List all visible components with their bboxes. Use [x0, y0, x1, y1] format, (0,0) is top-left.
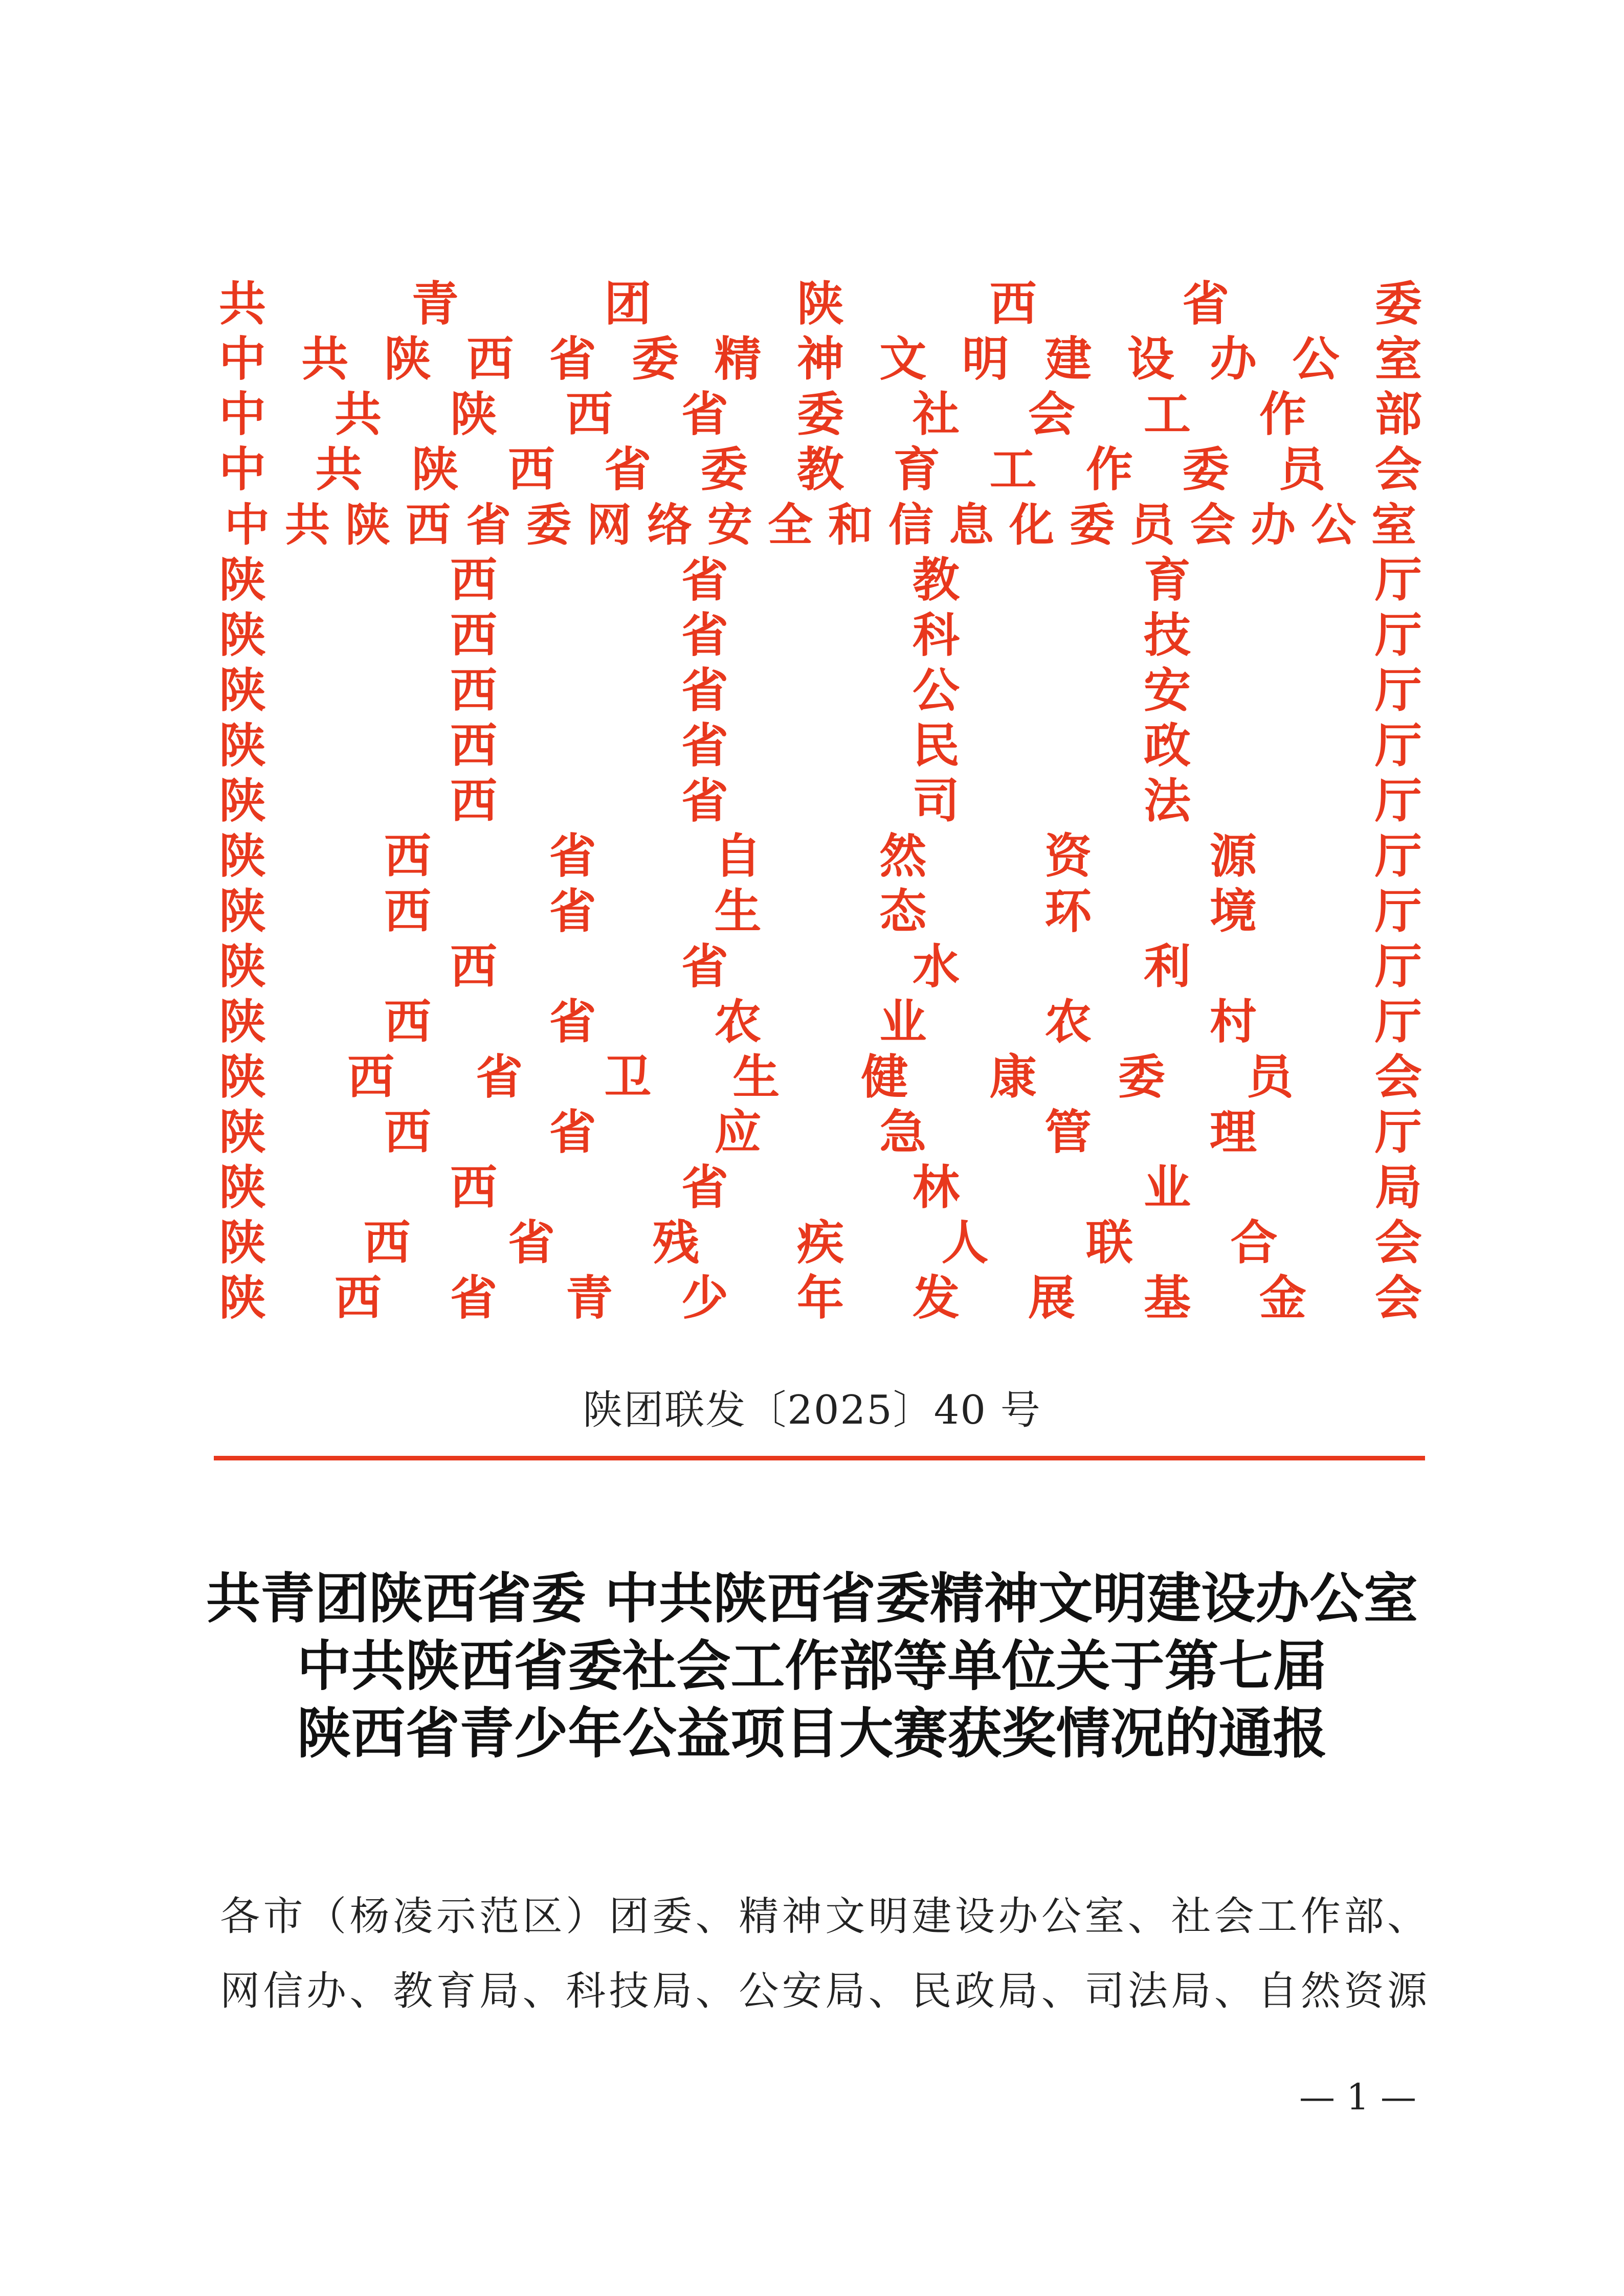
issuer-char: 室 — [1371, 498, 1416, 551]
issuer-char: 西 — [450, 552, 497, 607]
issuer-char: 陕 — [218, 718, 266, 773]
issuer-char: 省 — [476, 1049, 523, 1105]
issuer-char: 委 — [700, 442, 748, 497]
issuer-char: 青 — [411, 276, 459, 331]
issuer-char: 西 — [363, 1215, 411, 1270]
issuer-char: 陕 — [384, 331, 431, 387]
issuer-char: 西 — [450, 663, 497, 718]
issuer-char: 省 — [507, 1215, 555, 1270]
issuer-char: 西 — [405, 498, 451, 551]
issuer-char: 生 — [732, 1049, 780, 1105]
issuer-char: 厅 — [1374, 552, 1422, 607]
issuer-char: 应 — [714, 1105, 762, 1160]
issuer-char: 省 — [549, 1105, 596, 1160]
issuer-char: 西 — [347, 1049, 395, 1105]
issuer-char: 联 — [1085, 1215, 1133, 1270]
issuer-char: 厅 — [1374, 939, 1422, 994]
issuer-char: 陕 — [218, 939, 266, 994]
issuer-char: 教 — [912, 552, 960, 607]
issuer-char: 中 — [218, 442, 266, 497]
issuer-char: 中 — [218, 387, 266, 442]
issuer-char: 西 — [450, 607, 497, 663]
issuer-char: 人 — [941, 1215, 989, 1270]
issuer-char: 厅 — [1374, 1105, 1422, 1160]
issuer-char: 省 — [465, 498, 511, 551]
issuer-char: 民 — [912, 718, 960, 773]
issuer-char: 明 — [962, 331, 1009, 387]
issuer-char: 西 — [565, 387, 613, 442]
body-line: 网信办、教育局、科技局、公安局、民政局、司法局、自然资源 — [220, 1968, 1427, 2014]
issuer-char: 育 — [893, 442, 941, 497]
issuer-char: 展 — [1028, 1270, 1075, 1325]
issuer-char: 理 — [1210, 1105, 1257, 1160]
issuer-char: 省 — [681, 663, 728, 718]
issuer-char: 利 — [1143, 939, 1191, 994]
issuer-char: 西 — [334, 1270, 382, 1325]
issuer-char: 发 — [912, 1270, 960, 1325]
issuer-char: 会 — [1374, 1049, 1422, 1105]
issuer-char: 省 — [604, 442, 652, 497]
title-line: 共青团陕西省委 中共陕西省委精神文明建设办公室 — [206, 1566, 1418, 1630]
issuer-char: 金 — [1259, 1270, 1306, 1325]
issuer-char: 息 — [948, 498, 994, 551]
title-line: 陕西省青少年公益项目大赛获奖情况的通报 — [297, 1701, 1327, 1765]
issuer-char: 厅 — [1374, 828, 1422, 884]
issuer-char: 省 — [549, 331, 596, 387]
issuer-char: 林 — [912, 1160, 960, 1215]
issuer-char: 共 — [334, 387, 382, 442]
issuer-char: 残 — [652, 1215, 700, 1270]
issuer-char: 厅 — [1374, 884, 1422, 939]
issuer-char: 省 — [549, 828, 596, 884]
issuer-char: 建 — [1044, 331, 1092, 387]
issuer-char: 资 — [1044, 828, 1092, 884]
issuer-char: 络 — [647, 498, 692, 551]
issuer-char: 省 — [681, 1160, 728, 1215]
issuer-char: 局 — [1374, 1160, 1422, 1215]
issuer-line — [217, 552, 1424, 607]
issuer-char: 省 — [681, 552, 728, 607]
issuer-line — [217, 884, 1424, 939]
issuer-char: 西 — [466, 331, 514, 387]
issuer-char: 会 — [1190, 498, 1235, 551]
issuer-char: 厅 — [1374, 718, 1422, 773]
issuer-char: 业 — [1143, 1160, 1191, 1215]
issuer-char: 陕 — [218, 884, 266, 939]
issuer-char: 委 — [526, 498, 571, 551]
issuer-char: 省 — [450, 1270, 497, 1325]
issuer-line — [217, 1105, 1424, 1160]
issuer-line — [217, 939, 1424, 994]
issuer-char: 厅 — [1374, 994, 1422, 1049]
issuer-char: 陕 — [218, 773, 266, 828]
issuer-char: 陕 — [218, 1105, 266, 1160]
issuer-char: 省 — [681, 607, 728, 663]
issuer-char: 中 — [224, 498, 270, 551]
issuer-char: 陕 — [218, 552, 266, 607]
issuer-char: 西 — [989, 276, 1037, 331]
issuer-char: 文 — [879, 331, 927, 387]
issuer-char: 政 — [1143, 718, 1191, 773]
issuer-char: 陕 — [218, 1049, 266, 1105]
issuer-char: 共 — [218, 276, 266, 331]
issuer-char: 厅 — [1374, 663, 1422, 718]
issuer-char: 法 — [1143, 773, 1191, 828]
issuer-char: 员 — [1278, 442, 1326, 497]
issuer-char: 公 — [1310, 498, 1356, 551]
issuer-char: 境 — [1210, 884, 1257, 939]
issuer-char: 源 — [1210, 828, 1257, 884]
issuer-char: 陕 — [450, 387, 497, 442]
issuer-line — [217, 1049, 1424, 1105]
issuer-char: 育 — [1143, 552, 1191, 607]
issuer-char: 陕 — [411, 442, 459, 497]
issuer-char: 西 — [507, 442, 555, 497]
issuer-char: 会 — [1374, 1270, 1422, 1325]
issuer-char: 然 — [879, 828, 927, 884]
issuer-char: 省 — [681, 718, 728, 773]
issuer-char: 西 — [450, 773, 497, 828]
issuer-char: 卫 — [604, 1049, 652, 1105]
issuer-char: 安 — [1143, 663, 1191, 718]
issuer-line — [217, 331, 1424, 387]
issuer-line — [217, 718, 1424, 773]
issuer-char: 会 — [1374, 442, 1422, 497]
issuer-char: 共 — [315, 442, 363, 497]
issuer-char: 自 — [714, 828, 762, 884]
body-line: 各市（杨凌示范区）团委、精神文明建设办公室、社会工作部、 — [220, 1894, 1427, 1940]
issuer-char: 西 — [450, 939, 497, 994]
issuer-line — [217, 497, 1424, 552]
issuer-char: 省 — [549, 884, 596, 939]
issuer-char: 业 — [879, 994, 927, 1049]
issuer-line — [217, 663, 1424, 718]
issuer-char: 社 — [912, 387, 960, 442]
issuer-char: 神 — [796, 331, 844, 387]
issuer-char: 生 — [714, 884, 762, 939]
issuer-char: 作 — [1085, 442, 1133, 497]
issuer-line — [217, 442, 1424, 497]
issuer-char: 疾 — [796, 1215, 844, 1270]
issuer-char: 公 — [1292, 331, 1340, 387]
issuer-char: 青 — [565, 1270, 613, 1325]
issuer-char: 陕 — [218, 1270, 266, 1325]
issuer-char: 技 — [1143, 607, 1191, 663]
issuer-char: 设 — [1127, 331, 1174, 387]
issuer-char: 基 — [1143, 1270, 1191, 1325]
addressee-paragraph — [220, 1879, 1427, 2029]
document-title — [0, 1565, 1624, 1767]
issuer-char: 陕 — [218, 663, 266, 718]
issuer-char: 科 — [912, 607, 960, 663]
issuer-char: 态 — [879, 884, 927, 939]
issuer-char: 工 — [1143, 387, 1191, 442]
issuer-char: 省 — [1182, 276, 1230, 331]
issuer-char: 中 — [218, 331, 266, 387]
issuer-char: 西 — [384, 884, 431, 939]
issuer-char: 办 — [1250, 498, 1296, 551]
issuer-char: 室 — [1374, 331, 1422, 387]
issuer-char: 和 — [828, 498, 873, 551]
issuer-char: 省 — [681, 773, 728, 828]
issuer-char: 西 — [384, 994, 431, 1049]
issuer-char: 陕 — [345, 498, 390, 551]
title-line: 中共陕西省委社会工作部等单位关于第七届 — [297, 1634, 1327, 1698]
issuer-char: 健 — [861, 1049, 908, 1105]
issuer-char: 陕 — [796, 276, 844, 331]
issuer-char: 会 — [1374, 1215, 1422, 1270]
issuer-char: 西 — [384, 1105, 431, 1160]
issuer-char: 网 — [586, 498, 632, 551]
issuer-char: 委 — [1374, 276, 1422, 331]
issuer-char: 年 — [796, 1270, 844, 1325]
issuer-line — [217, 773, 1424, 828]
issuer-char: 陕 — [218, 1215, 266, 1270]
issuer-char: 水 — [912, 939, 960, 994]
issuer-char: 化 — [1009, 498, 1054, 551]
issuer-char: 农 — [1044, 994, 1092, 1049]
issuer-char: 办 — [1210, 331, 1257, 387]
issuer-char: 公 — [912, 663, 960, 718]
issuer-char: 合 — [1230, 1215, 1278, 1270]
issuer-char: 团 — [604, 276, 652, 331]
issuer-char: 陕 — [218, 828, 266, 884]
issuer-char: 作 — [1259, 387, 1306, 442]
issuer-char: 西 — [450, 718, 497, 773]
issuer-char: 工 — [989, 442, 1037, 497]
issuer-char: 委 — [1182, 442, 1230, 497]
issuer-char: 员 — [1246, 1049, 1294, 1105]
issuer-char: 员 — [1129, 498, 1175, 551]
issuer-line — [217, 607, 1424, 663]
issuer-char: 陕 — [218, 994, 266, 1049]
issuer-char: 安 — [707, 498, 752, 551]
issuer-char: 西 — [450, 1160, 497, 1215]
page-number: — 1 — — [1299, 2076, 1416, 2118]
issuer-char: 西 — [384, 828, 431, 884]
issuer-char: 陕 — [218, 607, 266, 663]
issuer-char: 厅 — [1374, 607, 1422, 663]
issuer-char: 委 — [1069, 498, 1115, 551]
issuer-char: 信 — [888, 498, 933, 551]
document-number: 陕团联发〔2025〕40 号 — [583, 1387, 1041, 1433]
issuer-header-block — [217, 276, 1424, 1325]
issuer-char: 共 — [301, 331, 349, 387]
issuer-char: 全 — [767, 498, 813, 551]
issuer-line — [217, 828, 1424, 884]
red-separator-line — [214, 1456, 1425, 1460]
issuer-char: 共 — [284, 498, 330, 551]
issuer-char: 厅 — [1374, 773, 1422, 828]
issuer-char: 教 — [796, 442, 844, 497]
issuer-char: 环 — [1044, 884, 1092, 939]
issuer-char: 委 — [632, 331, 679, 387]
issuer-char: 部 — [1374, 387, 1422, 442]
issuer-char: 少 — [681, 1270, 728, 1325]
issuer-char: 委 — [1118, 1049, 1165, 1105]
issuer-char: 农 — [714, 994, 762, 1049]
issuer-char: 精 — [714, 331, 762, 387]
issuer-line — [217, 276, 1424, 331]
issuer-line — [217, 1160, 1424, 1215]
issuer-line — [217, 1215, 1424, 1270]
issuer-char: 委 — [796, 387, 844, 442]
issuer-char: 司 — [912, 773, 960, 828]
issuer-char: 康 — [989, 1049, 1037, 1105]
issuer-char: 省 — [681, 939, 728, 994]
issuer-char: 陕 — [218, 1160, 266, 1215]
issuer-line — [217, 994, 1424, 1049]
issuer-char: 村 — [1210, 994, 1257, 1049]
issuer-line — [217, 387, 1424, 442]
issuer-char: 管 — [1044, 1105, 1092, 1160]
issuer-line — [217, 1270, 1424, 1325]
issuer-char: 省 — [681, 387, 728, 442]
issuer-char: 急 — [879, 1105, 927, 1160]
issuer-char: 会 — [1028, 387, 1075, 442]
issuer-char: 省 — [549, 994, 596, 1049]
